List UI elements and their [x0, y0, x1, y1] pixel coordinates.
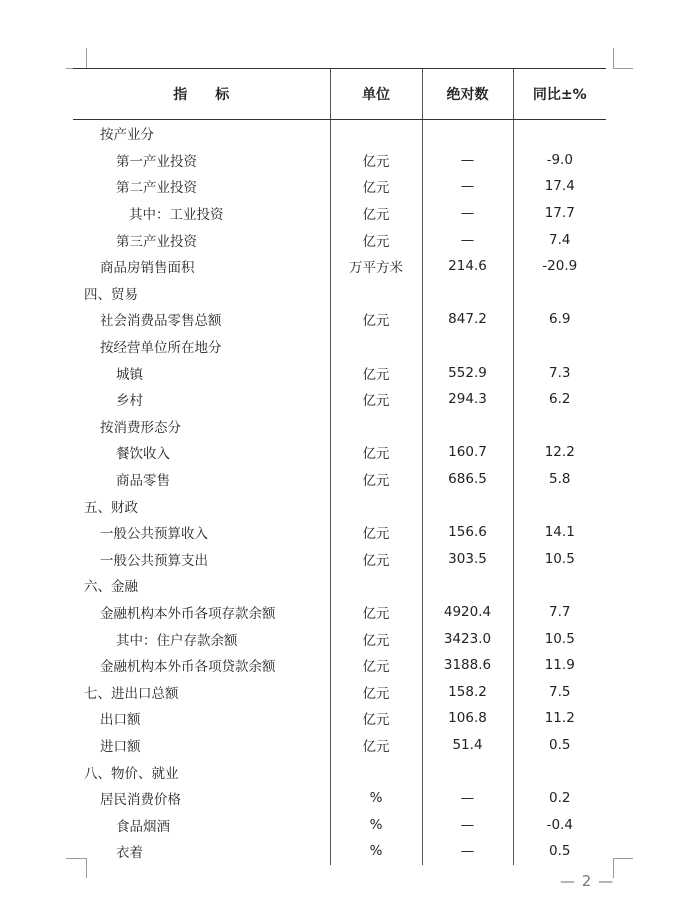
cell-absolute: 294.3	[422, 386, 513, 413]
cell-unit: 亿元	[330, 386, 422, 413]
cell-indicator: 五、财政	[84, 499, 138, 516]
cell-yoy	[513, 572, 606, 599]
cell-unit: 亿元	[330, 439, 422, 466]
cell-yoy	[513, 120, 606, 147]
table-row	[73, 785, 606, 812]
cell-yoy	[513, 492, 606, 519]
cell-yoy: 0.5	[513, 838, 606, 865]
cell-yoy: -0.4	[513, 811, 606, 838]
header-unit: 单位	[330, 69, 422, 120]
cell-yoy: -20.9	[513, 253, 606, 280]
cell-indicator: 七、进出口总额	[84, 685, 179, 702]
cell-unit: 万平方米	[330, 253, 422, 280]
table-row	[73, 280, 606, 307]
cell-absolute: 158.2	[422, 678, 513, 705]
cell-yoy	[513, 413, 606, 440]
table-row	[73, 386, 606, 413]
table-row	[73, 758, 606, 785]
cell-absolute: 3423.0	[422, 625, 513, 652]
cell-absolute: 214.6	[422, 253, 513, 280]
cell-unit: 亿元	[330, 599, 422, 626]
cell-indicator: 四、贸易	[84, 286, 138, 303]
table-row	[73, 572, 606, 599]
cell-absolute: —	[422, 173, 513, 200]
cell-yoy: 6.2	[513, 386, 606, 413]
cell-indicator: 食品烟酒	[116, 818, 170, 835]
cell-unit: 亿元	[330, 173, 422, 200]
cell-absolute	[422, 333, 513, 360]
header-absolute: 绝对数	[422, 69, 513, 120]
cell-indicator: 其中：工业投资	[129, 207, 224, 224]
cell-unit: 亿元	[330, 359, 422, 386]
crop-mark-top-right-h	[613, 68, 633, 69]
cell-absolute: 160.7	[422, 439, 513, 466]
header-yoy: 同比±%	[513, 69, 606, 120]
cell-yoy: 10.5	[513, 546, 606, 573]
cell-absolute: 156.6	[422, 519, 513, 546]
cell-unit: 亿元	[330, 625, 422, 652]
cell-yoy	[513, 280, 606, 307]
page-number: — 2 —	[560, 872, 615, 890]
table-row	[73, 519, 606, 546]
cell-unit: 亿元	[330, 147, 422, 174]
table-row	[73, 253, 606, 280]
table-row	[73, 439, 606, 466]
cell-unit	[330, 280, 422, 307]
cell-yoy: 5.8	[513, 466, 606, 493]
cell-indicator: 居民消费价格	[100, 792, 181, 809]
cell-unit: 亿元	[330, 732, 422, 759]
table-row	[73, 226, 606, 253]
cell-unit: 亿元	[330, 200, 422, 227]
table-header-row	[73, 69, 606, 120]
cell-absolute	[422, 758, 513, 785]
cell-yoy	[513, 758, 606, 785]
cell-yoy: 11.9	[513, 652, 606, 679]
crop-mark-bottom-right-h	[613, 858, 633, 859]
cell-absolute: 552.9	[422, 359, 513, 386]
cell-absolute: 847.2	[422, 306, 513, 333]
table-row	[73, 838, 606, 865]
table-row	[73, 599, 606, 626]
cell-indicator: 社会消费品零售总额	[100, 313, 222, 330]
cell-indicator: 衣着	[116, 845, 143, 862]
cell-indicator: 商品房销售面积	[100, 260, 195, 277]
cell-indicator: 第二产业投资	[116, 180, 197, 197]
cell-unit	[330, 333, 422, 360]
cell-indicator: 金融机构本外币各项贷款余额	[100, 659, 276, 676]
table-row	[73, 492, 606, 519]
table-row	[73, 333, 606, 360]
table-row	[73, 625, 606, 652]
table-row	[73, 120, 606, 147]
cell-yoy: 17.4	[513, 173, 606, 200]
cell-unit: 亿元	[330, 652, 422, 679]
cell-absolute	[422, 492, 513, 519]
cell-unit: %	[330, 785, 422, 812]
cell-yoy: 10.5	[513, 625, 606, 652]
cell-indicator: 其中：住户存款余额	[116, 632, 238, 649]
cell-yoy: 0.2	[513, 785, 606, 812]
cell-indicator: 金融机构本外币各项存款余额	[100, 605, 276, 622]
cell-indicator: 进口额	[100, 738, 141, 755]
cell-unit: %	[330, 811, 422, 838]
cell-indicator: 城镇	[116, 366, 143, 383]
cell-indicator: 乡村	[116, 393, 143, 410]
cell-indicator: 按消费形态分	[100, 419, 181, 436]
cell-absolute: —	[422, 785, 513, 812]
cell-absolute: 51.4	[422, 732, 513, 759]
table-row	[73, 173, 606, 200]
table-row	[73, 678, 606, 705]
cell-yoy	[513, 333, 606, 360]
table-body	[73, 120, 606, 865]
cell-yoy: -9.0	[513, 147, 606, 174]
cell-unit: 亿元	[330, 519, 422, 546]
statistics-table-container	[73, 68, 606, 865]
cell-unit: 亿元	[330, 466, 422, 493]
header-indicator: 指 标	[73, 69, 330, 120]
cell-indicator: 商品零售	[116, 473, 170, 490]
cell-indicator: 第一产业投资	[116, 153, 197, 170]
cell-yoy: 7.4	[513, 226, 606, 253]
statistics-table	[73, 68, 606, 865]
cell-absolute: —	[422, 838, 513, 865]
table-row	[73, 732, 606, 759]
cell-absolute: 4920.4	[422, 599, 513, 626]
cell-indicator: 六、金融	[84, 579, 138, 596]
table-row	[73, 359, 606, 386]
cell-absolute	[422, 572, 513, 599]
cell-yoy: 7.7	[513, 599, 606, 626]
cell-unit: 亿元	[330, 678, 422, 705]
table-row	[73, 466, 606, 493]
cell-indicator: 按产业分	[100, 127, 154, 144]
cell-unit: 亿元	[330, 306, 422, 333]
cell-absolute: —	[422, 811, 513, 838]
cell-yoy: 7.3	[513, 359, 606, 386]
cell-absolute: 3188.6	[422, 652, 513, 679]
cell-yoy: 12.2	[513, 439, 606, 466]
cell-yoy: 11.2	[513, 705, 606, 732]
table-row	[73, 652, 606, 679]
table-row	[73, 413, 606, 440]
cell-indicator: 一般公共预算收入	[100, 526, 208, 543]
cell-absolute: —	[422, 147, 513, 174]
table-row	[73, 147, 606, 174]
cell-absolute: —	[422, 226, 513, 253]
cell-yoy: 14.1	[513, 519, 606, 546]
cell-unit	[330, 492, 422, 519]
table-row	[73, 705, 606, 732]
table-row	[73, 200, 606, 227]
cell-absolute	[422, 413, 513, 440]
cell-absolute: 686.5	[422, 466, 513, 493]
table-row	[73, 306, 606, 333]
cell-absolute	[422, 120, 513, 147]
cell-yoy: 0.5	[513, 732, 606, 759]
cell-absolute: 106.8	[422, 705, 513, 732]
cell-absolute	[422, 280, 513, 307]
cell-unit	[330, 758, 422, 785]
cell-indicator: 第三产业投资	[116, 233, 197, 250]
cell-absolute: —	[422, 200, 513, 227]
cell-unit: 亿元	[330, 546, 422, 573]
crop-mark-top-left-v	[86, 48, 87, 68]
cell-indicator: 餐饮收入	[116, 446, 170, 463]
cell-yoy: 7.5	[513, 678, 606, 705]
cell-unit: 亿元	[330, 705, 422, 732]
crop-mark-top-right-v	[613, 48, 614, 68]
cell-yoy: 17.7	[513, 200, 606, 227]
cell-unit: %	[330, 838, 422, 865]
cell-unit	[330, 413, 422, 440]
cell-unit	[330, 572, 422, 599]
table-row	[73, 546, 606, 573]
cell-indicator: 按经营单位所在地分	[100, 340, 222, 357]
table-row	[73, 811, 606, 838]
cell-indicator: 一般公共预算支出	[100, 552, 208, 569]
cell-absolute: 303.5	[422, 546, 513, 573]
cell-indicator: 八、物价、就业	[84, 765, 179, 782]
cell-unit: 亿元	[330, 226, 422, 253]
cell-yoy: 6.9	[513, 306, 606, 333]
cell-indicator: 出口额	[100, 712, 141, 729]
cell-unit	[330, 120, 422, 147]
